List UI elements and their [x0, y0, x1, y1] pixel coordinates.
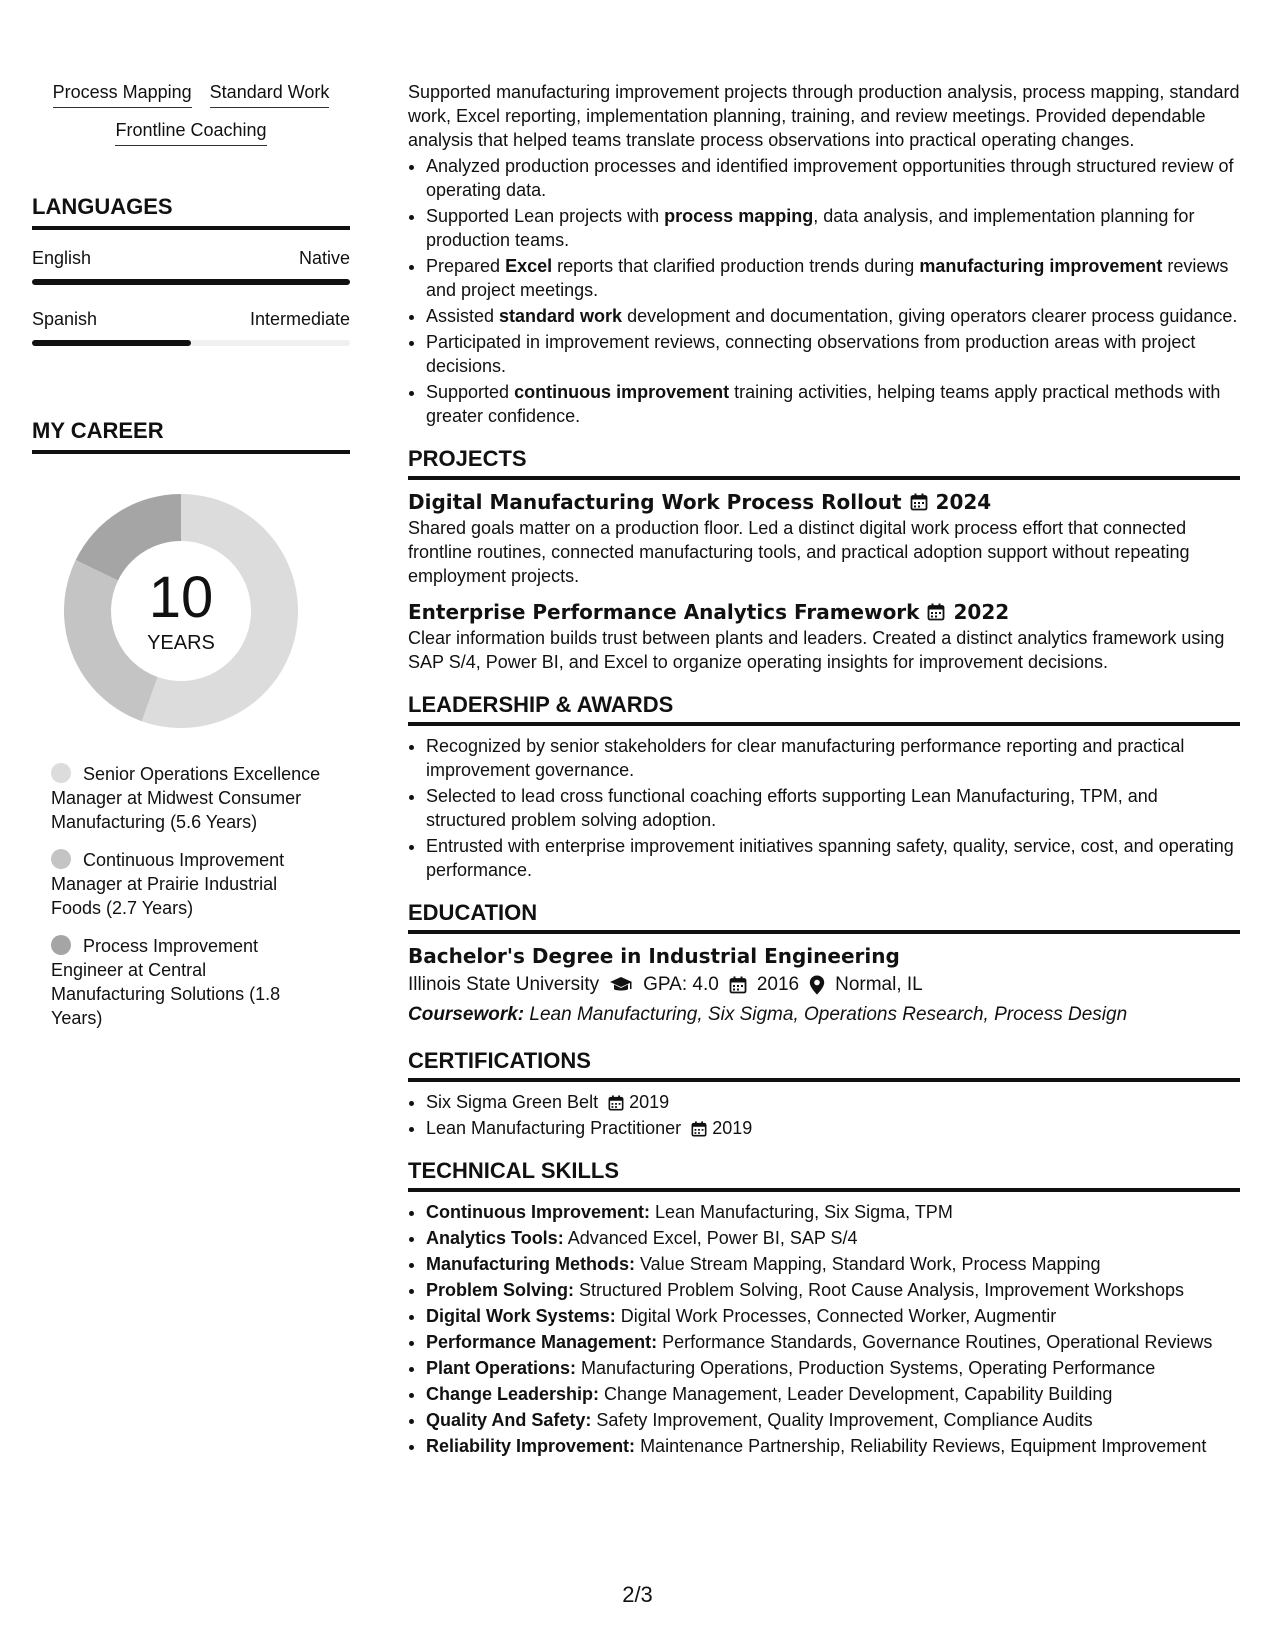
coursework-label: Coursework: [408, 1004, 525, 1025]
career-legend-label: Continuous Improvement Manager at Prairie Industrial Foods (2.7 Years) [51, 850, 285, 918]
bullet-text: Participated in improvement reviews, connecting observations from production areas with project decisions. [426, 332, 1196, 376]
experience-bullet [426, 330, 1240, 378]
skill-category: Performance Management: [426, 1332, 658, 1352]
experience-bullets [408, 154, 1240, 428]
certifications-title: CERTIFICATIONS [408, 1048, 1240, 1082]
skill-values: Advanced Excel, Power BI, SAP S/4 [563, 1228, 858, 1248]
skill-values: Structured Problem Solving, Root Cause Analysis, Improvement Workshops [574, 1280, 1184, 1300]
project-item [408, 598, 1240, 674]
gpa: GPA: 4.0 [643, 974, 719, 995]
experience-intro: Supported manufacturing improvement projects through production analysis, process mapping, standard work, Excel reporting, implementation planning, training, and review meetings. Provided dependable analysis that helped teams translate process observations into practical operating changes. [408, 82, 1240, 150]
bullet-text: development and documentation, giving operators clearer process guidance. [622, 306, 1238, 326]
bullet-keyword: continuous improvement [514, 382, 730, 402]
career-legend-item [51, 934, 321, 1030]
calendar-icon [910, 493, 928, 511]
skill-item [426, 1434, 1240, 1458]
skill-item [426, 1408, 1240, 1432]
calendar-icon [927, 603, 945, 621]
project-name: Digital Manufacturing Work Process Rollout [408, 490, 902, 514]
bullet-text: Analyzed production processes and identified improvement opportunities through structured review of operating data. [426, 156, 1234, 200]
certifications-list [408, 1090, 1240, 1140]
skill-category: Manufacturing Methods: [426, 1254, 635, 1274]
language-name: English [32, 248, 92, 268]
project-name: Enterprise Performance Analytics Framework [408, 600, 920, 624]
language-level: Intermediate [249, 309, 350, 329]
certification-item [426, 1116, 1240, 1140]
calendar-icon [608, 1095, 624, 1111]
bullet-text: training activities, helping teams apply practical methods with greater confidence. [426, 382, 1221, 426]
career-section [32, 418, 350, 1030]
skill-category: Plant Operations: [426, 1358, 577, 1378]
bullet-text: , data analysis, and implementation planning for production teams. [426, 206, 1195, 250]
language-level: Native [298, 248, 350, 268]
skill-tag: Frontline Coaching [115, 118, 266, 146]
certification-year: 2019 [629, 1092, 670, 1112]
skills-title: TECHNICAL SKILLS [408, 1158, 1240, 1192]
project-description: Shared goals matter on a production floor. Led a distinct digital work process effort that connected frontline routines, connected manufacturing tools, and practical adoption support without repeating employment projects. [408, 518, 1190, 586]
bullet-keyword: Excel [505, 256, 553, 276]
legend-dot [51, 763, 71, 783]
bullet-text: Supported [426, 382, 515, 402]
skill-tag: Standard Work [210, 80, 330, 108]
school-location: Normal, IL [835, 974, 923, 995]
skill-category: Quality And Safety: [426, 1410, 592, 1430]
language-bar-fill [32, 279, 350, 285]
project-item [408, 488, 1240, 588]
school-name: Illinois State University [408, 974, 600, 995]
skill-item [426, 1330, 1240, 1354]
language-bar-fill [32, 340, 191, 346]
career-legend [32, 762, 350, 1030]
certification-year: 2019 [712, 1118, 753, 1138]
coursework-list: Lean Manufacturing, Six Sigma, Operations Research, Process Design [529, 1004, 1128, 1025]
calendar-icon [691, 1121, 707, 1137]
education-title: EDUCATION [408, 900, 1240, 934]
skill-item [426, 1356, 1240, 1380]
education-details [408, 970, 1240, 1000]
experience-bullet [426, 254, 1240, 302]
skill-values: Safety Improvement, Quality Improvement, Compliance Audits [591, 1410, 1093, 1430]
skill-values: Digital Work Processes, Connected Worker, Augmentir [615, 1306, 1057, 1326]
career-legend-label: Process Improvement Engineer at Central Manufacturing Solutions (1.8 Years) [51, 936, 281, 1028]
legend-dot [51, 849, 71, 869]
career-donut-chart [56, 486, 306, 736]
experience-bullet [426, 154, 1240, 202]
degree-title: Bachelor's Degree in Industrial Engineering [408, 944, 900, 968]
skill-values: Performance Standards, Governance Routines, Operational Reviews [657, 1332, 1213, 1352]
skill-category: Digital Work Systems: [426, 1306, 616, 1326]
graduation-cap-icon [609, 976, 633, 994]
location-pin-icon [809, 975, 825, 995]
skill-values: Change Management, Leader Development, Capability Building [599, 1384, 1113, 1404]
project-year: 2024 [935, 490, 992, 514]
skills-list [408, 1200, 1240, 1458]
bullet-keyword: manufacturing improvement [919, 256, 1163, 276]
page-number: 2/3 [622, 1582, 653, 1607]
certification-name: Lean Manufacturing Practitioner [426, 1118, 682, 1138]
bullet-keyword: process mapping [664, 206, 814, 226]
languages-title: LANGUAGES [32, 194, 350, 230]
skill-item [426, 1200, 1240, 1224]
skill-item [426, 1278, 1240, 1302]
sidebar [32, 80, 350, 1044]
leadership-bullet: • Recognized by senior stakeholders for clear manufacturing performance reporting and practical improvement governance. [426, 734, 1240, 782]
main-content [408, 80, 1240, 1460]
languages-section [32, 194, 350, 346]
language-item [32, 309, 350, 346]
language-name: Spanish [32, 309, 98, 329]
bullet-text: reports that clarified production trends during [552, 256, 920, 276]
skill-category: Analytics Tools: [426, 1228, 564, 1248]
language-bar [32, 340, 350, 346]
calendar-icon [729, 976, 747, 994]
career-total: 10 [148, 564, 214, 630]
leadership-bullet: • Entrusted with enterprise improvement initiatives spanning safety, quality, service, cost, and operating performance. [426, 834, 1240, 882]
leadership-bullet: • Selected to lead cross functional coaching efforts supporting Lean Manufacturing, TPM, and structured problem solving adoption. [426, 784, 1240, 832]
experience-bullet [426, 380, 1240, 428]
bullet-text: Supported Lean projects with [426, 206, 665, 226]
career-legend-item [51, 848, 321, 920]
bullet-text: Assisted [426, 306, 500, 326]
skill-tags [32, 80, 350, 146]
skill-category: Change Leadership: [426, 1384, 600, 1404]
career-title: MY CAREER [32, 418, 350, 454]
certification-item [426, 1090, 1240, 1114]
leadership-title: LEADERSHIP & AWARDS [408, 692, 1240, 726]
projects-title: PROJECTS [408, 446, 1240, 480]
bullet-text: Prepared [426, 256, 506, 276]
bullet-text: reviews and project meetings. [426, 256, 1229, 300]
skill-item [426, 1304, 1240, 1328]
skill-values: Maintenance Partnership, Reliability Reviews, Equipment Improvement [635, 1436, 1207, 1456]
skill-category: Reliability Improvement: [426, 1436, 636, 1456]
skill-category: Problem Solving: [426, 1280, 575, 1300]
graduation-year: 2016 [756, 974, 800, 995]
skill-values: Manufacturing Operations, Production Systems, Operating Performance [576, 1358, 1156, 1378]
coursework [408, 1000, 1240, 1030]
experience-bullet [426, 204, 1240, 252]
career-legend-label: Senior Operations Excellence Manager at Midwest Consumer Manufacturing (5.6 Years) [51, 764, 321, 832]
bullet-keyword: standard work [499, 306, 623, 326]
project-description: Clear information builds trust between plants and leaders. Created a distinct analytics framework using SAP S/4, Power BI, and Excel to organize operating insights for improvement decisions. [408, 628, 1225, 672]
skill-item [426, 1382, 1240, 1406]
certification-name: Six Sigma Green Belt [426, 1092, 599, 1112]
legend-dot [51, 935, 71, 955]
skill-values: Lean Manufacturing, Six Sigma, TPM [650, 1202, 953, 1222]
career-legend-item [51, 762, 321, 834]
skill-category: Continuous Improvement: [426, 1202, 650, 1222]
skill-values: Value Stream Mapping, Standard Work, Process Mapping [635, 1254, 1101, 1274]
career-unit: YEARS [147, 631, 215, 654]
project-year: 2022 [953, 600, 1010, 624]
experience-bullet [426, 304, 1240, 328]
language-item [32, 248, 350, 285]
leadership-bullets [408, 734, 1240, 882]
language-bar [32, 279, 350, 285]
skill-item [426, 1226, 1240, 1250]
skill-item [426, 1252, 1240, 1276]
skill-tag: Process Mapping [53, 80, 192, 108]
